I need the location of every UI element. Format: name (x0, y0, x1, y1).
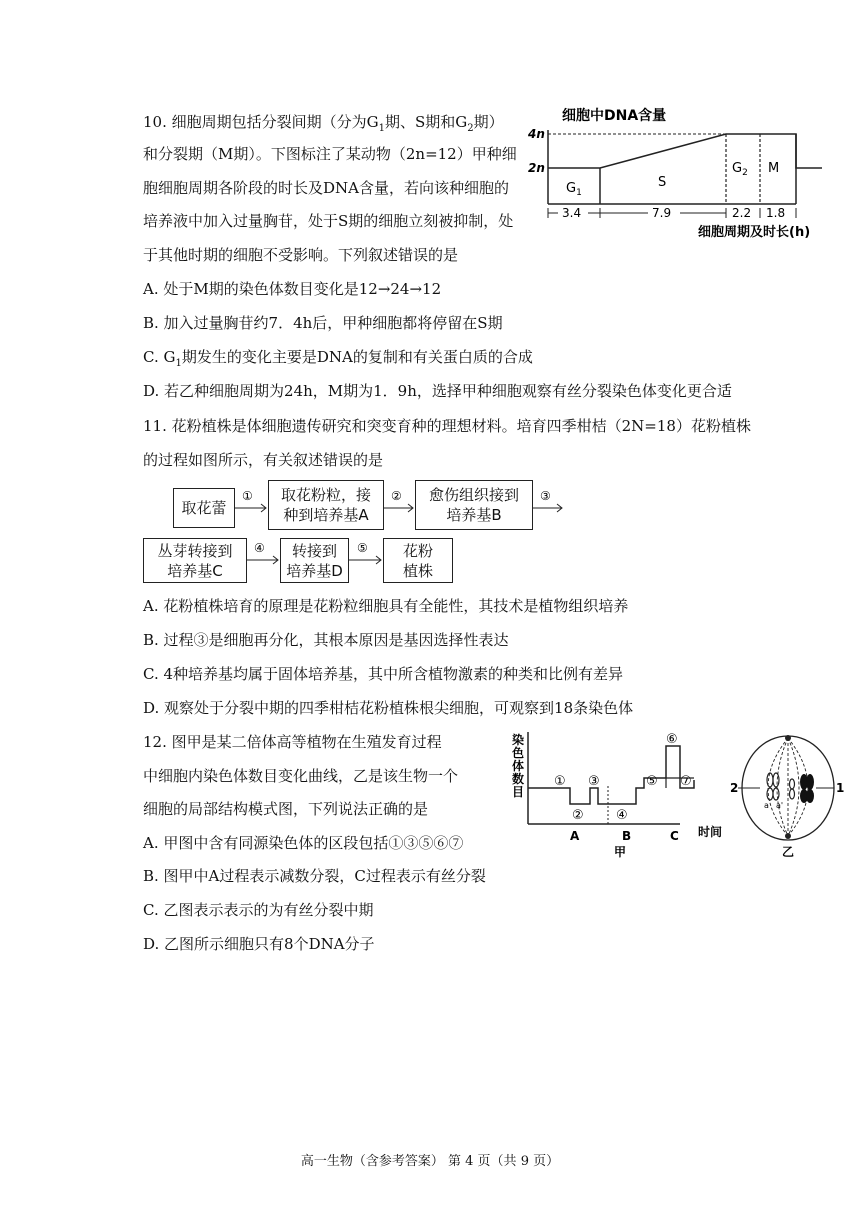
ylabel-char: 色 (512, 746, 525, 760)
q11-line-1: 11. 花粉植株是体细胞遗传研究和突变育种的理想材料。培育四季柑桔（2N=18）花粉植株 (143, 417, 751, 435)
q12-line-3: 细胞的局部结构模式图，下列说法正确的是 (143, 800, 429, 818)
step-1: ① (242, 489, 253, 503)
mark-2: ② (572, 808, 584, 823)
flow-box-1: 取花蕾 (173, 488, 235, 528)
mark-3: ③ (588, 774, 600, 789)
mark-6: ⑥ (666, 732, 678, 747)
mark-4: ④ (616, 808, 628, 823)
phase-g2: $G_2$ (732, 161, 748, 178)
flow-arrows (0, 0, 860, 600)
q12-option-c: C. 乙图表示表示的为有丝分裂中期 (143, 901, 374, 919)
phase-s: S (658, 175, 667, 190)
xmark-a: A (570, 829, 580, 843)
q12-option-a: A. 甲图中含有同源染色体的区段包括①③⑤⑥⑦ (143, 834, 464, 852)
x-axis-label: 细胞周期及时长(h) (698, 225, 811, 240)
flow-box-6: 花粉 植株 (383, 538, 453, 583)
flow-box-3: 愈伤组织接到 培养基B (415, 480, 533, 530)
q11-option-d: D. 观察处于分裂中期的四季柑桔花粉植株根尖细胞，可观察到18条染色体 (143, 699, 634, 717)
q10-line-2: 和分裂期（M期）。下图标注了某动物（2n=12）甲种细 (143, 145, 517, 163)
q10-option-c: C. $G_1$期发生的变化主要是DNA的复制和有关蛋白质的合成 (143, 348, 533, 369)
page-footer: 高一生物（含参考答案） 第 4 页（共 9 页） (300, 1154, 560, 1169)
duration-m: 1.8 (766, 206, 786, 220)
q11-option-a: A. 花粉植株培育的原理是花粉粒细胞具有全能性，其技术是植物组织培养 (143, 597, 629, 615)
ylabel-char: 目 (512, 785, 525, 799)
duration-s: 7.9 (652, 206, 672, 220)
mark-7: ⑦ (680, 774, 692, 789)
label-1: 1 (836, 781, 845, 795)
label-a: a (764, 801, 769, 810)
xmark-b: B (622, 829, 632, 843)
mark-1: ① (554, 774, 566, 789)
q10-line-5: 于其他时期的细胞不受影响。下列叙述错误的是 (143, 246, 459, 264)
q12-cell-diagram (730, 732, 846, 864)
step-4: ④ (254, 541, 265, 555)
ylabel-char: 数 (512, 772, 525, 786)
flow-box-2: 取花粉粒，接 种到培养基A (268, 480, 384, 530)
q10-option-a: A. 处于M期的染色体数目变化是12→24→12 (143, 280, 442, 298)
duration-g2: 2.2 (732, 206, 752, 220)
q12-line-1: 12. 图甲是某二倍体高等植物在生殖发育过程 (143, 733, 442, 751)
duration-g1: 3.4 (562, 206, 582, 220)
flow-box-4: 丛芽转接到 培养基C (143, 538, 247, 583)
graph-caption: 甲 (614, 845, 627, 859)
mark-5: ⑤ (646, 774, 658, 789)
q10-line-1: 10. 细胞周期包括分裂间期（分为$G_1$期、S期和$G_2$期） (143, 113, 504, 134)
q10-line-3: 胞细胞周期各阶段的时长及DNA含量，若向该种细胞的 (143, 179, 509, 197)
label-2: 2 (730, 781, 739, 795)
step-3: ③ (540, 489, 551, 503)
x-axis-label: 时间 (698, 825, 723, 839)
q11-option-b: B. 过程③是细胞再分化，其根本原因是基因选择性表达 (143, 631, 509, 649)
cell-caption: 乙 (782, 845, 795, 859)
phase-m: M (768, 161, 780, 176)
phase-g1: $G_1$ (566, 181, 582, 198)
y-label-4n: 4n (528, 127, 545, 141)
flow-box-5: 转接到 培养基D (280, 538, 349, 583)
q11-option-c: C. 4种培养基均属于固体培养基，其中所含植物激素的种类和比例有差异 (143, 665, 624, 683)
y-label-2n: 2n (528, 161, 545, 175)
q10-option-d: D. 若乙种细胞周期为24h，M期为1．9h，选择甲种细胞观察有丝分裂染色体变化更合适 (143, 382, 732, 400)
step-5: ⑤ (357, 541, 368, 555)
ylabel-char: 染 (512, 733, 525, 747)
q10-line-4: 培养液中加入过量胸苷，处于S期的细胞立刻被抑制，处 (143, 212, 514, 230)
xmark-c: C (670, 829, 679, 843)
q12-option-b: B. 图甲中A过程表示减数分裂，C过程表示有丝分裂 (143, 867, 486, 885)
label-a-prime: a' (776, 801, 784, 810)
q12-chromosome-graph (508, 730, 734, 860)
ylabel-char: 体 (512, 759, 525, 773)
chart-title: 细胞中DNA含量 (562, 108, 667, 124)
q12-option-d: D. 乙图所示细胞只有8个DNA分子 (143, 935, 375, 953)
q10-option-b: B. 加入过量胸苷约7．4h后，甲种细胞都将停留在S期 (143, 314, 503, 332)
q11-line-2: 的过程如图所示，有关叙述错误的是 (143, 451, 384, 469)
q12-line-2: 中细胞内染色体数目变化曲线，乙是该生物一个 (143, 767, 459, 785)
step-2: ② (391, 489, 402, 503)
